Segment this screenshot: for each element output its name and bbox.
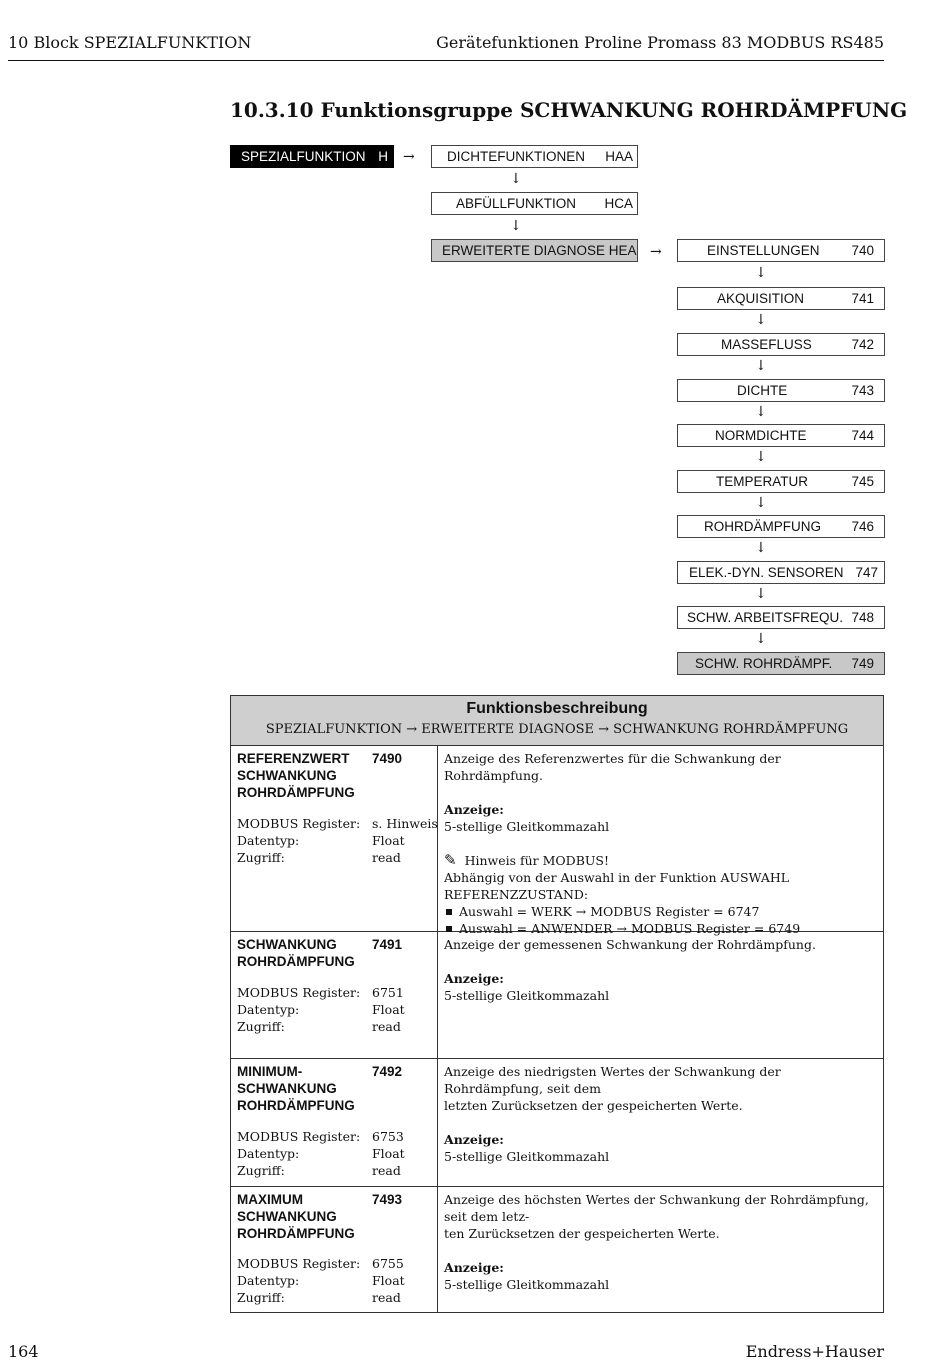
function-name: REFERENZWERT SCHWANKUNG ROHRDÄMPFUNG <box>237 751 355 800</box>
nav-subgroup-dichte <box>677 379 885 402</box>
arrow-down-icon: ↓ <box>755 404 767 420</box>
row-divider <box>231 1058 883 1059</box>
nav-root-label: SPEZIALFUNKTION <box>241 149 366 164</box>
running-header-section: 10 Block SPEZIALFUNKTION <box>8 33 252 52</box>
nav-group-label: ERWEITERTE DIAGNOSE HEA <box>442 243 637 258</box>
function-name: MAXIMUM SCHWANKUNG ROHRDÄMPFUNG <box>237 1192 355 1241</box>
nav-subgroup-label: ROHRDÄMPFUNG <box>704 519 821 534</box>
bullet-icon <box>446 926 452 932</box>
function-description-table <box>230 695 884 1313</box>
nav-subgroup-schw-rohrdaempf-current <box>677 652 885 675</box>
nav-subgroup-massefluss <box>677 333 885 356</box>
nav-group-dichtefunktionen <box>431 145 638 168</box>
arrow-down-icon: ↓ <box>755 265 767 281</box>
nav-subgroup-temperatur <box>677 470 885 493</box>
function-description: Anzeige des höchsten Wertes der Schwankung der Rohrdämpfung, seit dem letz- ten Zurücksetzen der gespeicherten Werte. Anzeige: 5-stellige Gleitkommazahl <box>444 1192 869 1292</box>
function-number: 7490 <box>372 751 403 766</box>
nav-subgroup-schw-arbeitsfrequ <box>677 606 885 629</box>
arrow-down-icon: ↓ <box>755 540 767 556</box>
function-description: Anzeige des niedrigsten Wertes der Schwankung der Rohrdämpfung, seit dem letzten Zurücksetzen der gespeicherten Werte. Anzeige: 5-stellige Gleitkommazahl <box>444 1064 781 1164</box>
param-values: 6751 Float read <box>372 985 405 1034</box>
nav-subgroup-code: 741 <box>851 291 874 306</box>
nav-subgroup-code: 745 <box>851 474 874 489</box>
nav-subgroup-code: 742 <box>851 337 874 352</box>
nav-root-code: H <box>378 149 388 164</box>
nav-subgroup-label: SCHW. ARBEITSFREQU. <box>687 610 844 625</box>
arrow-down-icon: ↓ <box>510 171 522 187</box>
param-labels: MODBUS Register: Datentyp: Zugriff: <box>237 816 361 865</box>
row-divider <box>231 1186 883 1187</box>
function-number: 7491 <box>372 937 403 952</box>
nav-subgroup-code: 743 <box>851 383 874 398</box>
function-description: Anzeige der gemessenen Schwankung der Rohrdämpfung. Anzeige: 5-stellige Gleitkommazahl <box>444 937 816 1003</box>
nav-subgroup-code: 740 <box>851 243 874 258</box>
section-title: 10.3.10 Funktionsgruppe SCHWANKUNG ROHRDÄMPFUNG <box>230 98 908 122</box>
function-number: 7493 <box>372 1192 403 1207</box>
page-number: 164 <box>8 1342 39 1361</box>
nav-group-abfuellfunktion <box>431 192 638 215</box>
nav-subgroup-einstellungen <box>677 239 885 262</box>
nav-subgroup-code: 746 <box>851 519 874 534</box>
nav-subgroup-label: TEMPERATUR <box>716 474 809 489</box>
table-header <box>231 696 883 746</box>
arrow-down-icon: ↓ <box>755 495 767 511</box>
nav-group-label: DICHTEFUNKTIONEN <box>447 149 585 164</box>
param-values: 6753 Float read <box>372 1129 405 1178</box>
nav-subgroup-label: DICHTE <box>737 383 788 398</box>
table-breadcrumb: SPEZIALFUNKTION → ERWEITERTE DIAGNOSE → SCHWANKUNG ROHRDÄMPFUNG <box>265 722 849 737</box>
nav-subgroup-label: ELEK.-DYN. SENSOREN <box>689 565 844 580</box>
nav-subgroup-elek-dyn-sensoren <box>677 561 885 584</box>
arrow-right-icon: → <box>403 149 415 165</box>
nav-group-code: HAA <box>605 149 633 164</box>
arrow-down-icon: ↓ <box>755 631 767 647</box>
brand-name: Endress+Hauser <box>745 1342 884 1361</box>
nav-group-label: ABFÜLLFUNKTION <box>456 196 577 211</box>
nav-subgroup-label: EINSTELLUNGEN <box>707 243 820 258</box>
arrow-down-icon: ↓ <box>755 449 767 465</box>
param-values: 6755 Float read <box>372 1256 405 1305</box>
running-header-title: Gerätefunktionen Proline Promass 83 MODBUS RS485 <box>436 33 884 52</box>
nav-subgroup-label: AKQUISITION <box>717 291 805 306</box>
table-title: Funktionsbeschreibung <box>466 700 648 717</box>
nav-subgroup-code: 749 <box>851 656 874 671</box>
param-values: s. Hinweis Float read <box>372 816 438 865</box>
function-description: Anzeige des Referenzwertes für die Schwankung der Rohrdämpfung. Anzeige: 5-stellige Gleitkommazahl ✎ Hinweis für MODBUS! Abhängig von der Auswahl in der Funktion AUSWAHL REFERENZZUSTAND: Auswahl = WERK → MODBUS Register = 6747 Auswahl = ANWENDER → MODBUS Register = 6749 <box>444 751 801 936</box>
header-rule <box>8 60 884 61</box>
nav-root-box <box>230 145 394 168</box>
param-labels: MODBUS Register: Datentyp: Zugriff: <box>237 1256 361 1305</box>
function-name: MINIMUM- SCHWANKUNG ROHRDÄMPFUNG <box>237 1064 355 1113</box>
nav-subgroup-akquisition <box>677 287 885 310</box>
arrow-down-icon: ↓ <box>755 358 767 374</box>
nav-subgroup-label: NORMDICHTE <box>715 428 807 443</box>
param-labels: MODBUS Register: Datentyp: Zugriff: <box>237 1129 361 1178</box>
note-pencil-icon: ✎ <box>444 851 457 869</box>
nav-subgroup-code: 747 <box>855 565 878 580</box>
nav-subgroup-normdichte <box>677 424 885 447</box>
arrow-down-icon: ↓ <box>755 312 767 328</box>
bullet-icon <box>446 909 452 915</box>
nav-subgroup-rohrdaempfung <box>677 515 885 538</box>
nav-subgroup-code: 744 <box>851 428 874 443</box>
arrow-down-icon: ↓ <box>755 586 767 602</box>
nav-subgroup-label: MASSEFLUSS <box>721 337 812 352</box>
arrow-down-icon: ↓ <box>510 218 522 234</box>
arrow-right-icon: → <box>650 244 662 260</box>
nav-group-erweiterte-diagnose <box>431 239 638 262</box>
function-number: 7492 <box>372 1064 403 1079</box>
nav-subgroup-label: SCHW. ROHRDÄMPF. <box>695 656 833 671</box>
param-labels: MODBUS Register: Datentyp: Zugriff: <box>237 985 361 1034</box>
nav-group-code: HCA <box>604 196 633 211</box>
nav-subgroup-code: 748 <box>851 610 874 625</box>
function-name: SCHWANKUNG ROHRDÄMPFUNG <box>237 937 355 969</box>
